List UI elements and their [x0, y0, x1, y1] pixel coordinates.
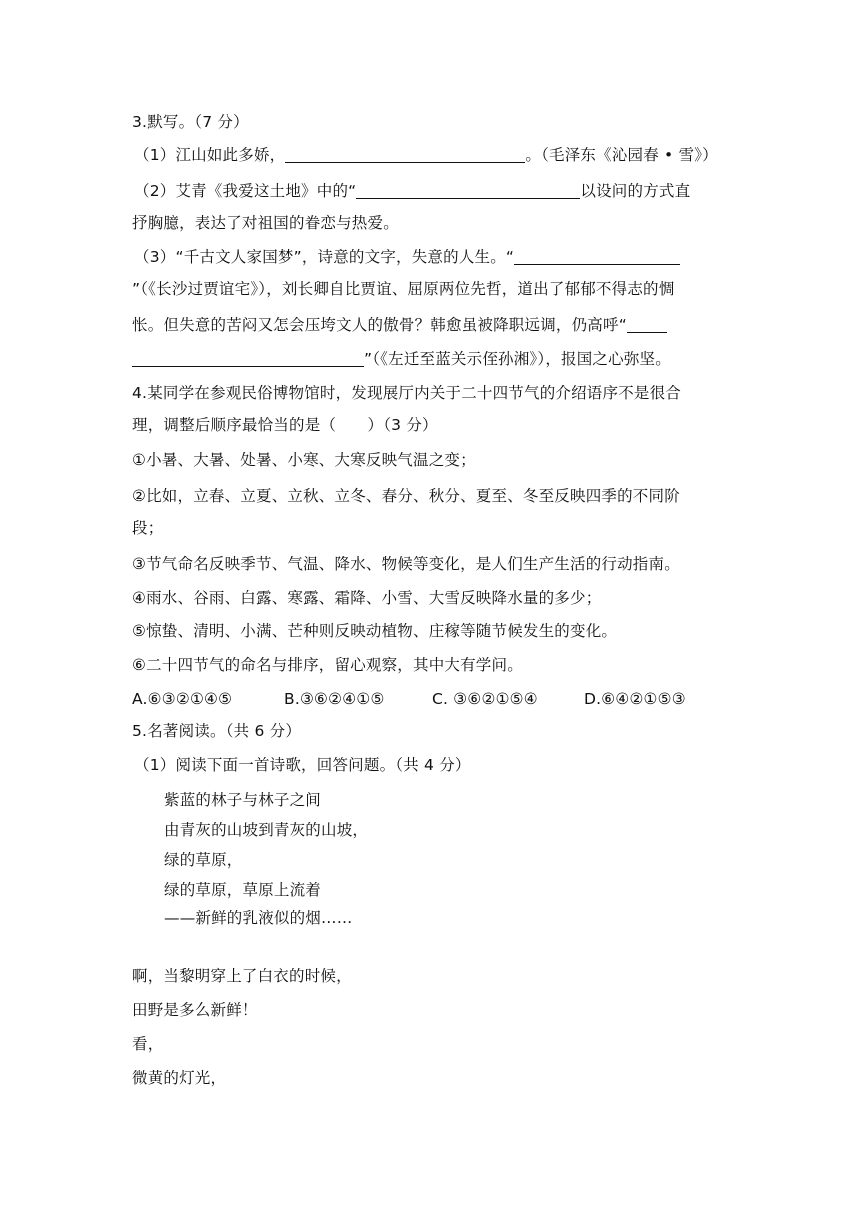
q3-item-3	[134, 247, 680, 267]
q3-title: 3.默写。（7 分）	[132, 113, 249, 131]
poem-line: ——新鲜的乳液似的烟……	[164, 909, 353, 927]
answer-blank[interactable]	[285, 146, 525, 163]
option-d[interactable]: D.⑥④②①⑤③	[584, 690, 686, 708]
poem-line: 看，	[132, 1035, 164, 1053]
q4-title-line-1: 4.某同学在参观民俗博物馆时，发现展厅内关于二十四节气的介绍语序不是很合	[132, 384, 681, 402]
poem-line: 啊，当黎明穿上了白衣的时候，	[132, 967, 352, 985]
poem-line: 微黄的灯光，	[132, 1069, 227, 1087]
answer-blank[interactable]	[132, 350, 364, 367]
answer-blank[interactable]	[514, 248, 680, 265]
q3-item-1-source: 。（毛泽东《沁园春 • 雪》）	[525, 146, 718, 164]
q3-item-3-text-2: 怅。但失意的苦闷又怎会压垮文人的傲骨？韩愈虽被降职远调，仍高呼“	[132, 316, 627, 334]
q3-item-3-text: （3）“千古文人家国梦”，诗意的文字，失意的人生。“	[134, 248, 515, 266]
q4-sentence-3: ③节气命名反映季节、气温、降水、物候等变化，是人们生产生活的行动指南。	[132, 555, 680, 573]
option-b[interactable]: B.③⑥②④①⑤	[284, 690, 385, 708]
q3-item-3-text-3: ”（《左迁至蓝关示侄孙湘》），报国之心弥坚。	[364, 350, 671, 368]
q5-subquestion-1: （1）阅读下面一首诗歌，回答问题。（共 4 分）	[134, 756, 471, 774]
poem-line: 绿的草原，	[164, 851, 243, 869]
q3-item-3-cont-3	[132, 349, 671, 369]
poem-line: 紫蓝的林子与林子之间	[164, 791, 322, 809]
q4-sentence-5: ⑤惊蛰、清明、小满、芒种则反映动植物、庄稼等随节候发生的变化。	[132, 622, 618, 640]
q3-item-3-cont-1: ”（《长沙过贾谊宅》），刘长卿自比贾谊、屈原两位先哲，道出了郁郁不得志的惆	[132, 280, 675, 298]
q3-item-1	[134, 145, 718, 165]
poem-line: 绿的草原，草原上流着	[164, 881, 322, 899]
q4-sentence-4: ④雨水、谷雨、白露、寒露、霜降、小雪、大雪反映降水量的多少；	[132, 589, 602, 607]
q4-sentence-6: ⑥二十四节气的命名与排序，留心观察，其中大有学问。	[132, 656, 523, 674]
q5-title: 5.名著阅读。（共 6 分）	[132, 722, 302, 740]
answer-blank[interactable]	[356, 182, 580, 199]
q3-item-2-text-end: 以设问的方式直	[580, 182, 691, 200]
q4-sentence-2-cont: 段；	[132, 519, 164, 537]
poem-line: 由青灰的山坡到青灰的山坡，	[164, 821, 369, 839]
q3-item-2-cont: 抒胸臆，表达了对祖国的眷恋与热爱。	[132, 214, 399, 232]
q3-item-3-cont-2	[132, 315, 667, 335]
q3-item-2-text: （2）艾青《我爱这土地》中的“	[134, 182, 357, 200]
q3-item-1-text: （1）江山如此多娇，	[134, 146, 286, 164]
option-c[interactable]: C. ③⑥②①⑤④	[432, 690, 538, 708]
q4-sentence-2: ②比如，立春、立夏、立秋、立冬、春分、秋分、夏至、冬至反映四季的不同阶	[132, 487, 680, 505]
q3-item-2	[134, 181, 690, 201]
q4-title-line-2: 理，调整后顺序最恰当的是（ ）（3 分）	[132, 416, 438, 434]
q4-sentence-1: ①小暑、大暑、处暑、小寒、大寒反映气温之变；	[132, 451, 476, 469]
option-a[interactable]: A.⑥③②①④⑤	[132, 690, 233, 708]
answer-blank[interactable]	[627, 316, 667, 333]
poem-line: 田野是多么新鲜！	[132, 1001, 258, 1019]
